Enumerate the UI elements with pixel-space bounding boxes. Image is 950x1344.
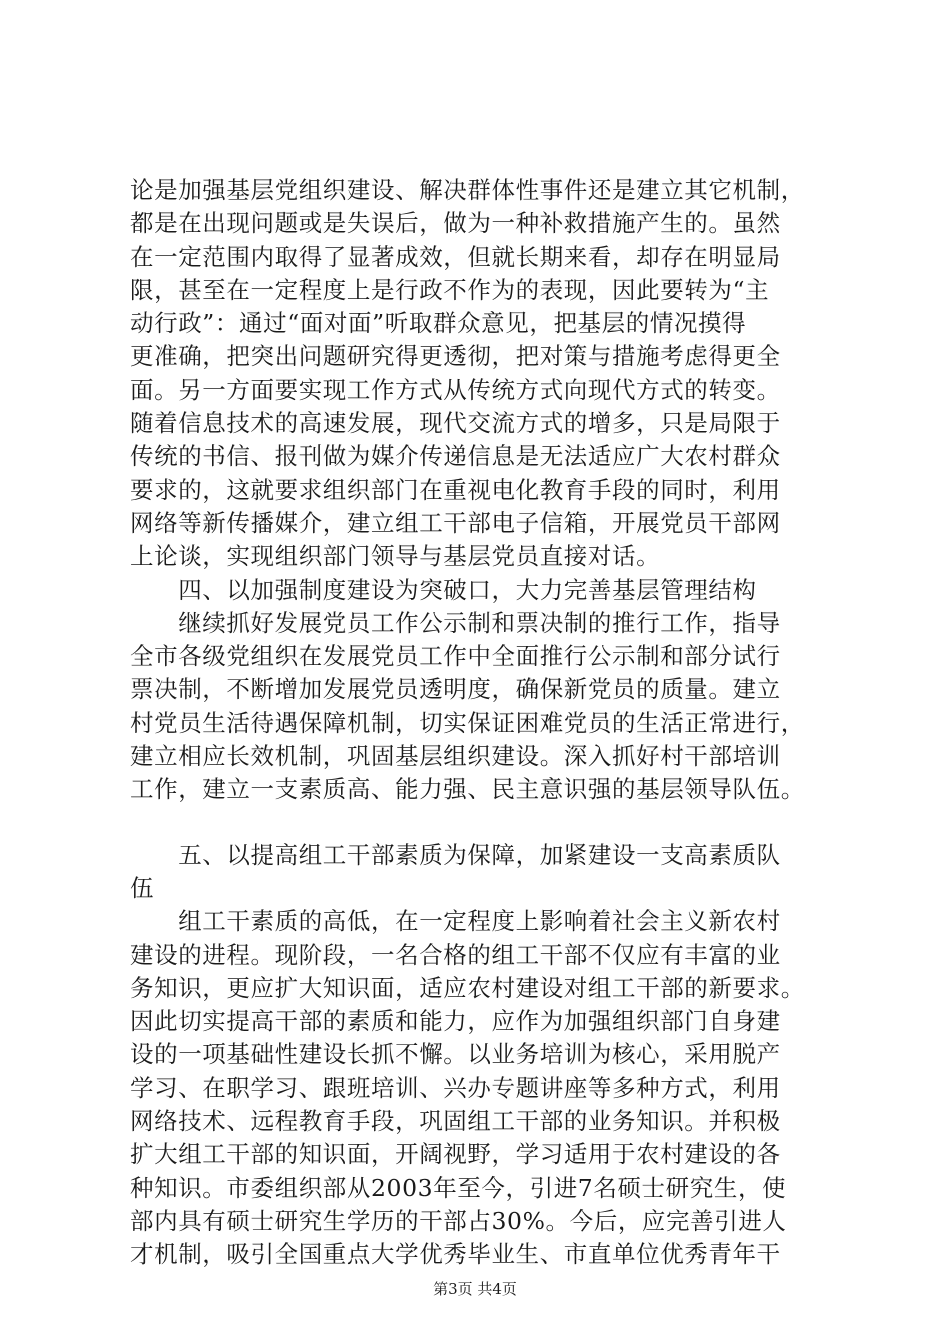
text-line: 在一定范围内取得了显著成效，但就长期来看，却存在明显局	[130, 242, 781, 271]
text-line: 因此切实提高干部的素质和能力，应作为加强组织部门自身建	[130, 1007, 781, 1036]
text-line: 建设的进程。现阶段，一名合格的组工干部不仅应有丰富的业	[130, 940, 781, 969]
text-line: 全市各级党组织在发展党员工作中全面推行公示制和部分试行	[130, 642, 781, 671]
text-line: 票决制，不断增加发展党员透明度，确保新党员的质量。建立	[130, 675, 781, 704]
text-line: 传统的书信、报刊做为媒介传递信息是无法适应广大农村群众	[130, 442, 781, 471]
text-line: 上论谈，实现组织部门领导与基层党员直接对话。	[130, 542, 661, 571]
text-line: 动行政”：通过“面对面”听取群众意见，把基层的情况摸得	[130, 309, 747, 338]
text-line: 网络技术、远程教育手段，巩固组工干部的业务知识。并积极	[130, 1107, 781, 1136]
text-line: 更准确，把突出问题研究得更透彻，把对策与措施考虑得更全	[130, 342, 781, 371]
text-line: 组工干素质的高低，在一定程度上影响着社会主义新农村	[130, 907, 781, 936]
text-line: 村党员生活待遇保障机制，切实保证困难党员的生活正常进行，	[130, 708, 805, 737]
text-line: 种知识。市委组织部从2003年至今，引进7名硕士研究生，使	[130, 1173, 787, 1202]
text-line: 随着信息技术的高速发展，现代交流方式的增多，只是局限于	[130, 409, 781, 438]
text-line: 网络等新传播媒介，建立组工干部电子信箱，开展党员干部网	[130, 508, 781, 537]
text-line: 扩大组工干部的知识面，开阔视野，学习适用于农村建设的各	[130, 1140, 781, 1169]
text-line: 面。另一方面要实现工作方式从传统方式向现代方式的转变。	[130, 375, 781, 404]
text-line: 论是加强基层党组织建设、解决群体性事件还是建立其它机制，	[130, 176, 805, 204]
text-line: 要求的，这就要求组织部门在重视电化教育手段的同时，利用	[130, 475, 781, 504]
document-body	[130, 174, 830, 1272]
text-line: 部内具有硕士研究生学历的干部占30%。今后，应完善引进人	[130, 1206, 787, 1235]
text-line: 设的一项基础性建设长抓不懈。以业务培训为核心，采用脱产	[130, 1040, 781, 1069]
section-heading: 伍	[130, 873, 155, 902]
paragraph-gap	[130, 807, 830, 839]
text-line: 才机制，吸引全国重点大学优秀毕业生、市直单位优秀青年干	[130, 1240, 781, 1269]
page-footer	[0, 1279, 950, 1299]
section-heading: 五、以提高组工干部素质为保障，加紧建设一支高素质队	[130, 840, 781, 869]
page-number: 第3页 共4页	[433, 1280, 517, 1298]
text-line: 限，甚至在一定程度上是行政不作为的表现，因此要转为“主	[130, 275, 770, 304]
text-line: 务知识，更应扩大知识面，适应农村建设对组工干部的新要求。	[130, 973, 805, 1002]
text-line: 都是在出现问题或是失误后，做为一种补救措施产生的。虽然	[130, 209, 781, 238]
text-line: 学习、在职学习、跟班培训、兴办专题讲座等多种方式，利用	[130, 1073, 781, 1102]
section-heading: 四、以加强制度建设为突破口，大力完善基层管理结构	[130, 575, 757, 604]
text-line: 建立相应长效机制，巩固基层组织建设。深入抓好村干部培训	[130, 742, 781, 771]
text-line: 继续抓好发展党员工作公示制和票决制的推行工作，指导	[130, 608, 781, 637]
text-line: 工作，建立一支素质高、能力强、民主意识强的基层领导队伍。	[130, 775, 805, 804]
